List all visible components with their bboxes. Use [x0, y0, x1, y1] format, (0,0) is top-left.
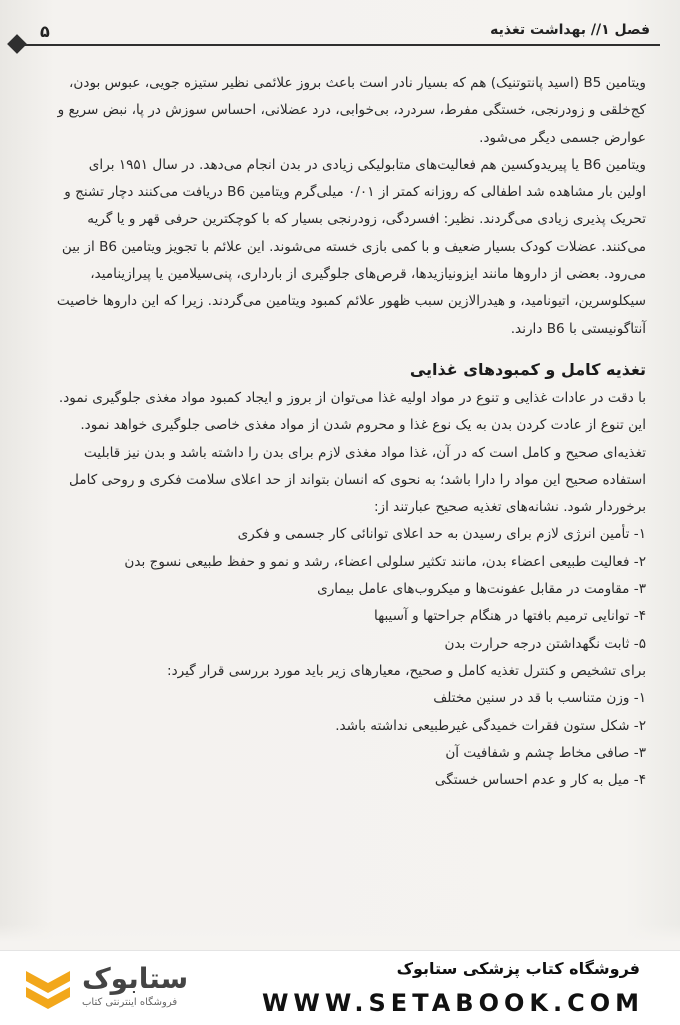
- b6-paragraph: [36, 152, 646, 343]
- text-line: برخوردار شود. نشانه‌های تغذیه صحیح عبارتند از:: [373, 499, 646, 516]
- page-number: ۵: [40, 22, 50, 41]
- section-heading: تغذیه کامل و کمبودهای غذایی: [409, 359, 646, 379]
- text-line: می‌رود. بعضی از داروها مانند ایزونیازیدها، قرص‌های جلوگیری از بارداری، پنی‌سیلامین یا پیرازینامید،: [90, 266, 646, 283]
- b5-paragraph: [36, 70, 646, 152]
- store-logo[interactable]: [20, 963, 230, 1017]
- text-line: ویتامین B5 (اسید پانتوتنیک) هم که بسیار نادر است باعث بروز علائمی نظیر ستیزه جویی، عبوس بودن،: [69, 75, 646, 91]
- logo-text: ستابوک: [82, 962, 189, 995]
- header-rule: [22, 44, 660, 46]
- text-line: این تنوع از عادت کردن بدن به یک نوع غذا و محروم شدن از مواد مغذی خاصی جلوگیری خواهد نمود.: [80, 417, 646, 434]
- store-footer: [0, 950, 680, 1025]
- list-item: ۴- میل به کار و عدم احساس خستگی: [434, 772, 646, 789]
- text-line: عوارض جسمی دیگر می‌شود.: [479, 129, 646, 146]
- criteria-list: [36, 685, 646, 794]
- text-line: می‌کنند. عضلات کودک بسیار ضعیف و با کمی بازی خسته می‌شوند. این علائم با تجویز ویتامین B6 از بین: [61, 238, 646, 255]
- logo-subtitle: فروشگاه اینترنتی کتاب: [82, 997, 178, 1008]
- text-line: اولین بار مشاهده شد اطفالی که روزانه کمتر از ۰/۰۱ میلی‌گرم ویتامین B6 دریافت می‌کنند دچار تشنج و: [64, 184, 646, 201]
- list-item: ۳- صافی مخاط چشم و شفافیت آن: [445, 744, 646, 761]
- list-item: ۱- تأمین انرژی لازم برای رسیدن به حد اعلای توانائی کار جسمی و فکری: [237, 526, 646, 543]
- signs-list: [36, 521, 646, 657]
- store-url-link[interactable]: WWW.SETABOOK.COM: [261, 989, 644, 1017]
- list-item: ۴- توانایی ترمیم بافتها در هنگام جراحتها و آسیبها: [374, 608, 646, 625]
- store-name: فروشگاه کتاب پزشکی ستابوک: [396, 959, 640, 978]
- text-line: کج‌خلقی و زودرنجی، خستگی مفرط، سردرد، بی‌خوابی، درد عضلانی، احساس سوزش در پا، نبض سریع و: [57, 102, 646, 119]
- chapter-title: فصل ۱// بهداشت تغذیه: [490, 22, 650, 38]
- text-line: با دقت در عادات غذایی و تنوع در مواد اولیه غذا می‌توان از بروز و ایجاد کمبود مواد مغذی جلوگیری نمود.: [58, 389, 646, 406]
- logo-chevron-icon: [20, 963, 76, 1015]
- text-line: سیکلوسرین، اتیونامید، و هیدرالازین سبب ظهور علائم کمبود ویتامین می‌گردند. زیرا که این داروها خاصیت: [56, 293, 646, 310]
- text-line: آنتاگونیستی با B6 دارند.: [510, 320, 646, 337]
- list-item: ۱- وزن متناسب با قد در سنین مختلف: [433, 690, 646, 707]
- page-header: [0, 18, 680, 54]
- page-content: [36, 70, 646, 794]
- list-item: ۵- ثابت نگهداشتن درجه حرارت بدن: [444, 635, 646, 652]
- text-line: استفاده صحیح این مواد را دارا باشد؛ به نحوی که انسان بتواند از حد اعلای سلامت فکری و روحی کامل: [69, 471, 646, 488]
- list-item: ۲- شکل ستون فقرات خمیدگی غیرطبیعی نداشته باشد.: [335, 717, 646, 734]
- criteria-intro: برای تشخیص و کنترل تغذیه کامل و صحیح، معیارهای زیر باید مورد بررسی قرار گیرد:: [167, 662, 646, 679]
- list-item: ۲- فعالیت طبیعی اعضاء بدن، مانند تکثیر سلولی اعضاء، رشد و نمو و حفظ طبیعی نسوج بدن: [124, 553, 646, 570]
- text-line: تحریک پذیری زیادی می‌گردند. نظیر: افسردگی، زودرنجی بسیار که با کوچکترین حرفی قهر و یا گریه: [87, 211, 646, 228]
- text-line: ویتامین B6 یا پیریدوکسین هم فعالیت‌های متابولیکی زیادی در بدن انجام می‌دهد. در سال ۱۹۵۱ برای: [88, 156, 646, 173]
- text-line: تغذیه‌ای صحیح و کامل است که در آن، غذا مواد مغذی لازم برای بدن را داشته باشد و بدن نیز قابلیت: [83, 444, 646, 461]
- section-paragraph: [36, 385, 646, 521]
- list-item: ۳- مقاومت در مقابل عفونت‌ها و میکروب‌های عامل بیماری: [317, 581, 646, 598]
- page-cutoff-fade: [0, 924, 680, 950]
